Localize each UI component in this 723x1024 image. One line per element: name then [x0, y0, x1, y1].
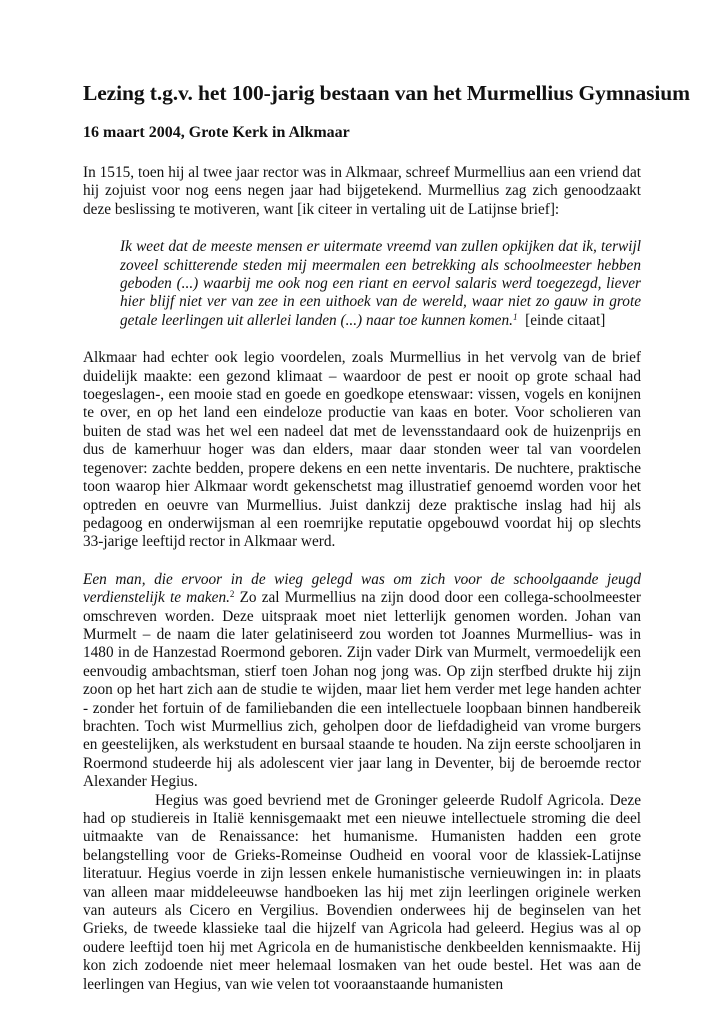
document-title: Lezing t.g.v. het 100-jarig bestaan van het Murmellius Gymnasium — [83, 81, 690, 105]
paragraph-biography — [83, 571, 641, 792]
quote-end-label: [einde citaat] — [525, 311, 606, 329]
footnote-ref-1[interactable]: 1 — [512, 311, 518, 322]
document-subtitle: 16 maart 2004, Grote Kerk in Alkmaar — [83, 124, 350, 141]
biography-text: Zo zal Murmellius na zijn dood door een collega-schoolmeester omschreven worden. Deze uitspraak moet niet letterlijk genomen worden. Johan van Murmelt – de naam die later gelatiniseerd zou worden tot Joannes Murmellius- was in 1480 in de Hanzestad Roermond geboren. Zijn vader Dirk van Murmelt, vermoedelijk een eenvoudig ambachtsman, stierf toen Johan nog jong was. Op zijn sterfbed drukte hij zijn zoon op het hart zich aan de studie te wijden, maar liet hem verder met lege handen achter - zonder het fortuin of de familiebanden die een intellectuele loopbaan binnen handbereik brachten. Toch wist Murmellius zich, geholpen door de liefdadigheid van vrome burgers en geestelijken, als werkstudent en bursaal staande te houden. Na zijn eerste schooljaren in Roermond studeerde hij als adolescent vier jaar lang in Deventer, bij de beroemde rector Alexander Hegius. — [83, 589, 641, 791]
paragraph-alkmaar: Alkmaar had echter ook legio voordelen, zoals Murmellius in het vervolg van de brief duidelijk maakte: een gezond klimaat – waardoor de pest er nooit op grote schaal had toegeslagen-, een mooie stad en goede en goedkope etenswaar: vissen, vogels en konijnen te over, en op het land een eindeloze productie van kaas en boter. Voor scholieren van buiten de stad was het wel een nadeel dat met de levensstandaard ook de huizenprijs en dus de kamerhuur hoger was dan elders, maar daar stonden weer tal van voordelen tegenover: zachte bedden, propere dekens en een nette inventaris. De nuchtere, praktische toon waarop hier Alkmaar wordt gekenschetst mag illustratief genoemd worden voor het optreden en oeuvre van Murmellius. Juist dankzij deze praktische inslag had hij als pedagoog en onderwijsman al een roemrijke reputatie opgebouwd voordat hij op slechts 33-jarige leeftijd rector in Alkmaar werd. — [83, 349, 641, 551]
paragraph-intro: In 1515, toen hij al twee jaar rector was in Alkmaar, schreef Murmellius aan een vriend dat hij zojuist voor nog eens negen jaar had bijgetekend. Murmellius zag zich genoodzaakt deze beslissing te motiveren, want [ik citeer in vertaling uit de Latijnse brief]: — [83, 164, 641, 218]
document-page — [83, 80, 690, 994]
biography-italic-lead: Een man, die ervoor in de wieg gelegd was om zich voor de schoolgaande jeugd verdienstelijk te maken. — [83, 570, 641, 607]
paragraph-hegius: Hegius was goed bevriend met de Groninger geleerde Rudolf Agricola. Deze had op studiereis in Italië kennisgemaakt met een nieuwe intellectuele stroming die deel uitmaakte van de Renaissance: het humanisme. Humanisten hadden een grote belangstelling voor de Grieks-Romeinse Oudheid en vooral voor de klassiek-Latijnse literatuur. Hegius voerde in zijn lessen enkele humanistische vernieuwingen in: in plaats van alleen maar middeleeuwse handboeken las hij met zijn leerlingen originele werken van auteurs als Cicero en Vergilius. Bovendien onderwees hij de beginselen van het Grieks, de tweede klassieke taal die hijzelf van Agricola had geleerd. Hegius was al op oudere leeftijd toen hij met Agricola en de humanistische denkbeelden kennismaakte. Hij kon zich zodoende niet meer helemaal losmaken van het oude bestel. Het was aan de leerlingen van Hegius, van wie velen tot vooraanstaande humanisten — [83, 791, 641, 993]
footnote-ref-2[interactable]: 2 — [229, 589, 235, 600]
quote-text: Ik weet dat de meeste mensen er uitermate vreemd van zullen opkijken dat ik, terwijl zoveel schitterende steden mij meermalen een betrekking als schoolmeester hebben geboden (...) waarbij me ook nog een riant en eervol salaris werd toegezegd, liever hier blijf niet ver van zee in een uithoek van de wereld, waar niet zo gauw in grote getale leerlingen uit allerlei landen (...) naar toe kunnen komen. — [120, 238, 641, 329]
block-quote — [120, 238, 641, 330]
